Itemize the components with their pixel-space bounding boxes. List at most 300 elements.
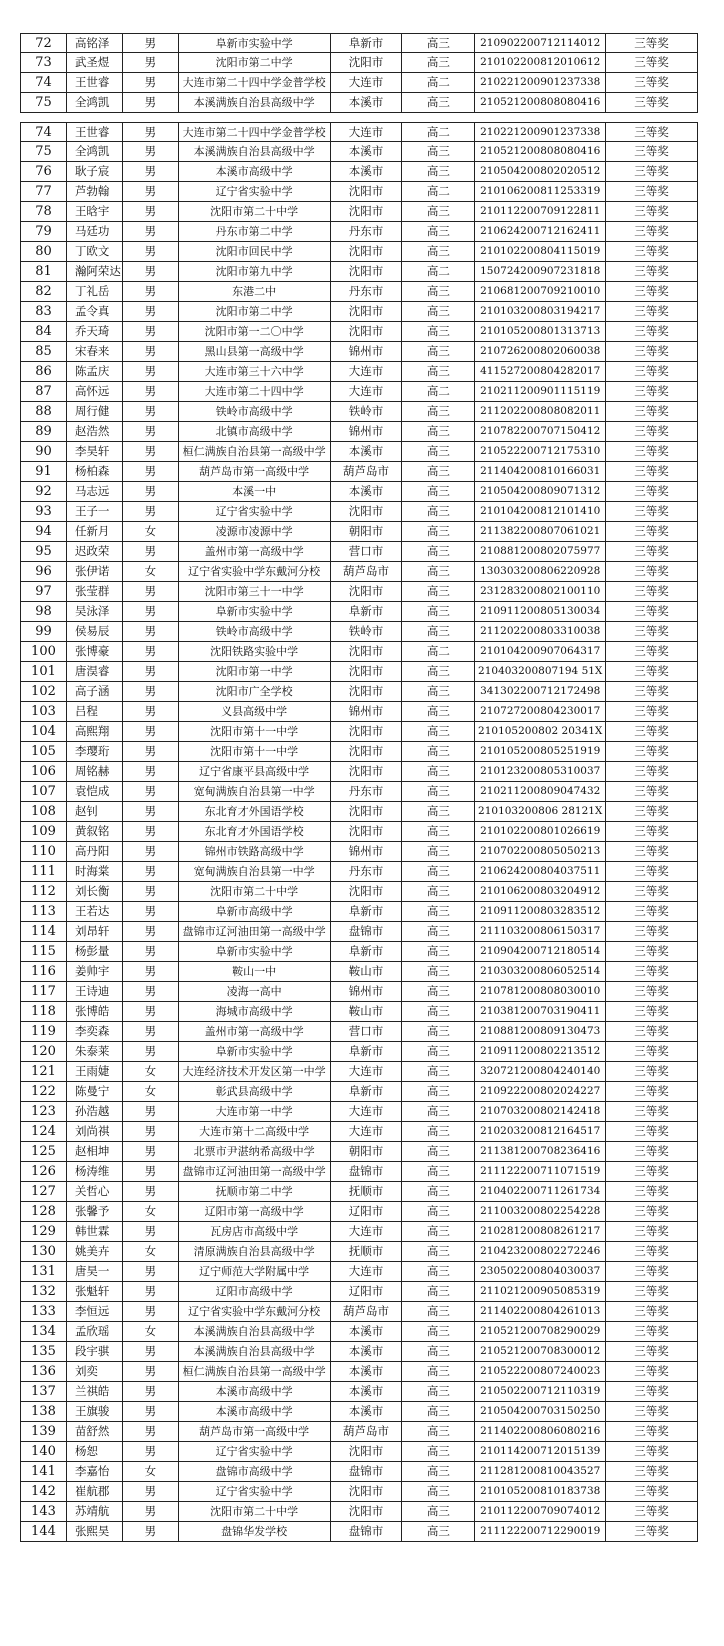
city-cell: 盘锦市 [331, 1522, 403, 1541]
city-cell: 沈阳市 [331, 802, 403, 821]
grade-cell: 高三 [402, 702, 475, 721]
id-number-cell: 210112200709122811 [475, 202, 606, 221]
gender-cell: 男 [123, 942, 179, 961]
award-cell: 三等奖 [606, 222, 698, 241]
name-cell: 马廷功 [67, 222, 123, 241]
table-row [20, 1222, 698, 1242]
school-cell: 抚顺市第二中学 [179, 1182, 331, 1201]
name-cell: 丁欧文 [67, 242, 123, 261]
table-row [20, 822, 698, 842]
table-row [20, 1142, 698, 1162]
table-row [20, 682, 698, 702]
grade-cell: 高三 [402, 1182, 475, 1201]
school-cell: 阜新市高级中学 [179, 902, 331, 921]
table-row [20, 722, 698, 742]
rank-cell: 77 [21, 182, 67, 201]
gender-cell: 男 [123, 1282, 179, 1301]
city-cell: 本溪市 [331, 1382, 403, 1401]
city-cell: 阜新市 [331, 602, 403, 621]
school-cell: 辽宁省实验中学东戴河分校 [179, 562, 331, 581]
school-cell: 义县高级中学 [179, 702, 331, 721]
grade-cell: 高三 [402, 1482, 475, 1501]
city-cell: 本溪市 [331, 93, 403, 112]
id-number-cell: 210904200712180514 [475, 942, 606, 961]
table-row [20, 1522, 698, 1542]
gender-cell: 男 [123, 262, 179, 281]
city-cell: 葫芦岛市 [331, 462, 403, 481]
award-cell: 三等奖 [606, 53, 698, 72]
award-cell: 三等奖 [606, 242, 698, 261]
id-number-cell: 211122200712290019 [475, 1522, 606, 1541]
school-cell: 鞍山一中 [179, 962, 331, 981]
city-cell: 沈阳市 [331, 662, 403, 681]
gender-cell: 男 [123, 1102, 179, 1121]
grade-cell: 高二 [402, 182, 475, 201]
table-row [20, 642, 698, 662]
gender-cell: 男 [123, 93, 179, 112]
city-cell: 大连市 [331, 123, 403, 141]
table-row [20, 1342, 698, 1362]
gender-cell: 男 [123, 222, 179, 241]
id-number-cell: 210782200707150412 [475, 422, 606, 441]
table-row [20, 1302, 698, 1322]
school-cell: 阜新市实验中学 [179, 34, 331, 52]
name-cell: 刘尚祺 [67, 1122, 123, 1141]
id-number-cell: 320721200804240140 [475, 1062, 606, 1081]
rank-cell: 123 [21, 1102, 67, 1121]
table-row [20, 1282, 698, 1302]
table-row [20, 742, 698, 762]
table-row [20, 342, 698, 362]
rank-cell: 134 [21, 1322, 67, 1341]
gender-cell: 男 [123, 842, 179, 861]
id-number-cell: 210504200809071312 [475, 482, 606, 501]
gender-cell: 男 [123, 162, 179, 181]
school-cell: 大连经济技术开发区第一中学 [179, 1062, 331, 1081]
award-cell: 三等奖 [606, 202, 698, 221]
table-row [20, 782, 698, 802]
table-row [20, 942, 698, 962]
table-row [20, 182, 698, 202]
gender-cell: 男 [123, 762, 179, 781]
gender-cell: 男 [123, 1042, 179, 1061]
gender-cell: 男 [123, 882, 179, 901]
award-cell: 三等奖 [606, 902, 698, 921]
grade-cell: 高三 [402, 1382, 475, 1401]
table-row [20, 1022, 698, 1042]
table-row [20, 462, 698, 482]
name-cell: 杨涛维 [67, 1162, 123, 1181]
grade-cell: 高三 [402, 822, 475, 841]
grade-cell: 高三 [402, 282, 475, 301]
city-cell: 本溪市 [331, 1362, 403, 1381]
table-row [20, 202, 698, 222]
city-cell: 葫芦岛市 [331, 1302, 403, 1321]
city-cell: 葫芦岛市 [331, 562, 403, 581]
name-cell: 张魁轩 [67, 1282, 123, 1301]
rank-cell: 75 [21, 142, 67, 161]
grade-cell: 高三 [402, 142, 475, 161]
name-cell: 周铭赫 [67, 762, 123, 781]
id-number-cell: 210221200901237338 [475, 73, 606, 92]
id-number-cell: 210922200802024227 [475, 1082, 606, 1101]
rank-cell: 95 [21, 542, 67, 561]
award-cell: 三等奖 [606, 34, 698, 52]
id-number-cell: 210703200802142418 [475, 1102, 606, 1121]
rank-cell: 98 [21, 602, 67, 621]
id-number-cell: 210911200805130034 [475, 602, 606, 621]
rank-cell: 144 [21, 1522, 67, 1541]
table-row [20, 482, 698, 502]
city-cell: 辽阳市 [331, 1282, 403, 1301]
table-row [20, 142, 698, 162]
name-cell: 王晗宇 [67, 202, 123, 221]
gender-cell: 男 [123, 123, 179, 141]
gender-cell: 女 [123, 1242, 179, 1261]
gender-cell: 男 [123, 1182, 179, 1201]
award-cell: 三等奖 [606, 762, 698, 781]
school-cell: 沈阳市第二中学 [179, 53, 331, 72]
award-cell: 三等奖 [606, 702, 698, 721]
award-cell: 三等奖 [606, 1142, 698, 1161]
school-cell: 盘锦华发学校 [179, 1522, 331, 1541]
name-cell: 王世睿 [67, 123, 123, 141]
grade-cell: 高三 [402, 862, 475, 881]
name-cell: 任新月 [67, 522, 123, 541]
rank-cell: 117 [21, 982, 67, 1001]
grade-cell: 高三 [402, 742, 475, 761]
city-cell: 阜新市 [331, 1042, 403, 1061]
id-number-cell: 211382200807061021 [475, 522, 606, 541]
table-row [20, 502, 698, 522]
name-cell: 韩世霖 [67, 1222, 123, 1241]
city-cell: 沈阳市 [331, 242, 403, 261]
rank-cell: 109 [21, 822, 67, 841]
gender-cell: 男 [123, 782, 179, 801]
award-cell: 三等奖 [606, 1462, 698, 1481]
school-cell: 本溪满族自治县高级中学 [179, 1322, 331, 1341]
gender-cell: 男 [123, 1162, 179, 1181]
city-cell: 沈阳市 [331, 1442, 403, 1461]
table-row [20, 1122, 698, 1142]
name-cell: 李嘉怡 [67, 1462, 123, 1481]
id-number-cell: 210781200808030010 [475, 982, 606, 1001]
id-number-cell: 211404200810166031 [475, 462, 606, 481]
gender-cell: 男 [123, 1482, 179, 1501]
gender-cell: 男 [123, 822, 179, 841]
rank-cell: 91 [21, 462, 67, 481]
id-number-cell: 210502200712110319 [475, 1382, 606, 1401]
grade-cell: 高三 [402, 1322, 475, 1341]
rank-cell: 115 [21, 942, 67, 961]
gender-cell: 男 [123, 962, 179, 981]
name-cell: 刘昂轩 [67, 922, 123, 941]
table-row [20, 1202, 698, 1222]
id-number-cell: 210881200809130473 [475, 1022, 606, 1041]
name-cell: 耿子宸 [67, 162, 123, 181]
city-cell: 丹东市 [331, 862, 403, 881]
award-cell: 三等奖 [606, 1022, 698, 1041]
name-cell: 丁礼岳 [67, 282, 123, 301]
id-number-cell: 150724200907231818 [475, 262, 606, 281]
award-cell: 三等奖 [606, 362, 698, 381]
id-number-cell: 210105200805251919 [475, 742, 606, 761]
rank-cell: 113 [21, 902, 67, 921]
grade-cell: 高二 [402, 262, 475, 281]
school-cell: 沈阳市第一中学 [179, 662, 331, 681]
award-cell: 三等奖 [606, 1242, 698, 1261]
id-number-cell: 210105200810183738 [475, 1482, 606, 1501]
table-row [20, 322, 698, 342]
school-cell: 凌源市凌源中学 [179, 522, 331, 541]
id-number-cell: 130303200806220928 [475, 562, 606, 581]
rank-cell: 111 [21, 862, 67, 881]
table-row [20, 402, 698, 422]
grade-cell: 高三 [402, 1162, 475, 1181]
gender-cell: 男 [123, 302, 179, 321]
gender-cell: 男 [123, 1022, 179, 1041]
city-cell: 沈阳市 [331, 742, 403, 761]
id-number-cell: 210902200712114012 [475, 34, 606, 52]
grade-cell: 高三 [402, 462, 475, 481]
grade-cell: 高三 [402, 1022, 475, 1041]
name-cell: 袁恺成 [67, 782, 123, 801]
city-cell: 盘锦市 [331, 1162, 403, 1181]
school-cell: 黑山县第一高级中学 [179, 342, 331, 361]
id-number-cell: 210504200703150250 [475, 1402, 606, 1421]
award-cell: 三等奖 [606, 962, 698, 981]
rank-cell: 118 [21, 1002, 67, 1021]
id-number-cell: 210521200708300012 [475, 1342, 606, 1361]
name-cell: 姚美卉 [67, 1242, 123, 1261]
city-cell: 营口市 [331, 1022, 403, 1041]
city-cell: 大连市 [331, 1102, 403, 1121]
city-cell: 锦州市 [331, 702, 403, 721]
name-cell: 张莹群 [67, 582, 123, 601]
name-cell: 李奕森 [67, 1022, 123, 1041]
name-cell: 黄叙铭 [67, 822, 123, 841]
grade-cell: 高三 [402, 782, 475, 801]
name-cell: 杨恕 [67, 1442, 123, 1461]
award-cell: 三等奖 [606, 1522, 698, 1541]
school-cell: 葫芦岛市第一高级中学 [179, 462, 331, 481]
table-row [20, 622, 698, 642]
name-cell: 李昊轩 [67, 442, 123, 461]
table-row [20, 1102, 698, 1122]
school-cell: 大连市第二十四中学金普学校 [179, 73, 331, 92]
city-cell: 朝阳市 [331, 522, 403, 541]
grade-cell: 高三 [402, 1142, 475, 1161]
rank-cell: 75 [21, 93, 67, 112]
gender-cell: 女 [123, 1062, 179, 1081]
id-number-cell: 210381200703190411 [475, 1002, 606, 1021]
school-cell: 阜新市实验中学 [179, 1042, 331, 1061]
award-cell: 三等奖 [606, 1102, 698, 1121]
school-cell: 本溪满族自治县高级中学 [179, 93, 331, 112]
award-cell: 三等奖 [606, 782, 698, 801]
name-cell: 李恒远 [67, 1302, 123, 1321]
grade-cell: 高三 [402, 1522, 475, 1541]
name-cell: 赵钊 [67, 802, 123, 821]
school-cell: 大连市第二十四中学金普学校 [179, 123, 331, 141]
gender-cell: 男 [123, 382, 179, 401]
id-number-cell: 210211200901115119 [475, 382, 606, 401]
rank-cell: 81 [21, 262, 67, 281]
gender-cell: 男 [123, 1142, 179, 1161]
rank-cell: 99 [21, 622, 67, 641]
city-cell: 锦州市 [331, 342, 403, 361]
table-row [20, 1442, 698, 1462]
city-cell: 抚顺市 [331, 1242, 403, 1261]
school-cell: 丹东市第二中学 [179, 222, 331, 241]
grade-cell: 高三 [402, 582, 475, 601]
city-cell: 大连市 [331, 1262, 403, 1281]
city-cell: 铁岭市 [331, 622, 403, 641]
school-cell: 本溪一中 [179, 482, 331, 501]
award-cell: 三等奖 [606, 542, 698, 561]
gender-cell: 男 [123, 1362, 179, 1381]
award-cell: 三等奖 [606, 722, 698, 741]
table-row [20, 1362, 698, 1382]
id-number-cell: 211381200708236416 [475, 1142, 606, 1161]
award-cell: 三等奖 [606, 1322, 698, 1341]
city-cell: 丹东市 [331, 282, 403, 301]
grade-cell: 高三 [402, 34, 475, 52]
award-cell: 三等奖 [606, 1162, 698, 1181]
award-cell: 三等奖 [606, 1382, 698, 1401]
name-cell: 芦勃翰 [67, 182, 123, 201]
id-number-cell: 210911200803283512 [475, 902, 606, 921]
table-row [20, 602, 698, 622]
table-row [20, 522, 698, 542]
table-row [20, 122, 698, 142]
gender-cell: 男 [123, 442, 179, 461]
gender-cell: 男 [123, 73, 179, 92]
id-number-cell: 210221200901237338 [475, 123, 606, 141]
rank-cell: 96 [21, 562, 67, 581]
city-cell: 沈阳市 [331, 302, 403, 321]
grade-cell: 高三 [402, 1002, 475, 1021]
id-number-cell: 210504200802020512 [475, 162, 606, 181]
award-cell: 三等奖 [606, 1082, 698, 1101]
gender-cell: 女 [123, 522, 179, 541]
grade-cell: 高三 [402, 1122, 475, 1141]
grade-cell: 高三 [402, 1062, 475, 1081]
school-cell: 辽阳市第一高级中学 [179, 1202, 331, 1221]
rank-cell: 119 [21, 1022, 67, 1041]
grade-cell: 高三 [402, 542, 475, 561]
name-cell: 朱泰莱 [67, 1042, 123, 1061]
id-number-cell: 211402200804261013 [475, 1302, 606, 1321]
table-row [20, 162, 698, 182]
school-cell: 本溪市高级中学 [179, 1382, 331, 1401]
award-cell: 三等奖 [606, 922, 698, 941]
city-cell: 锦州市 [331, 842, 403, 861]
grade-cell: 高三 [402, 162, 475, 181]
city-cell: 沈阳市 [331, 682, 403, 701]
id-number-cell: 210624200804037511 [475, 862, 606, 881]
school-cell: 大连市第二十四中学 [179, 382, 331, 401]
gender-cell: 男 [123, 462, 179, 481]
gender-cell: 男 [123, 1522, 179, 1541]
school-cell: 锦州市铁路高级中学 [179, 842, 331, 861]
rank-cell: 125 [21, 1142, 67, 1161]
city-cell: 沈阳市 [331, 262, 403, 281]
table-row [20, 422, 698, 442]
name-cell: 孟令真 [67, 302, 123, 321]
gender-cell: 男 [123, 362, 179, 381]
grade-cell: 高二 [402, 382, 475, 401]
name-cell: 唐昊一 [67, 1262, 123, 1281]
grade-cell: 高三 [402, 1082, 475, 1101]
rank-cell: 100 [21, 642, 67, 661]
grade-cell: 高三 [402, 1342, 475, 1361]
id-number-cell: 211021200905085319 [475, 1282, 606, 1301]
table-row [20, 362, 698, 382]
rank-cell: 85 [21, 342, 67, 361]
award-cell: 三等奖 [606, 942, 698, 961]
rank-cell: 90 [21, 442, 67, 461]
rank-cell: 132 [21, 1282, 67, 1301]
city-cell: 沈阳市 [331, 502, 403, 521]
award-cell: 三等奖 [606, 342, 698, 361]
id-number-cell: 210681200709210010 [475, 282, 606, 301]
id-number-cell: 210726200802060038 [475, 342, 606, 361]
name-cell: 瀚阿荣达 [67, 262, 123, 281]
rank-cell: 74 [21, 73, 67, 92]
award-cell: 三等奖 [606, 73, 698, 92]
city-cell: 大连市 [331, 1062, 403, 1081]
gender-cell: 男 [123, 342, 179, 361]
rank-cell: 138 [21, 1402, 67, 1421]
rank-cell: 128 [21, 1202, 67, 1221]
rank-cell: 102 [21, 682, 67, 701]
award-cell: 三等奖 [606, 1222, 698, 1241]
name-cell: 王若达 [67, 902, 123, 921]
grade-cell: 高三 [402, 362, 475, 381]
award-cell: 三等奖 [606, 1042, 698, 1061]
id-number-cell: 210521200808080416 [475, 93, 606, 112]
award-cell: 三等奖 [606, 862, 698, 881]
id-number-cell: 210521200708290029 [475, 1322, 606, 1341]
school-cell: 本溪市高级中学 [179, 1402, 331, 1421]
name-cell: 周行健 [67, 402, 123, 421]
award-cell: 三等奖 [606, 582, 698, 601]
gender-cell: 男 [123, 202, 179, 221]
name-cell: 武圣煜 [67, 53, 123, 72]
table-row [20, 962, 698, 982]
id-number-cell: 210102200804115019 [475, 242, 606, 261]
city-cell: 沈阳市 [331, 642, 403, 661]
rank-cell: 106 [21, 762, 67, 781]
gender-cell: 男 [123, 1422, 179, 1441]
city-cell: 沈阳市 [331, 882, 403, 901]
city-cell: 阜新市 [331, 902, 403, 921]
school-cell: 大连市第三十六中学 [179, 362, 331, 381]
award-cell: 三等奖 [606, 842, 698, 861]
rank-cell: 127 [21, 1182, 67, 1201]
rank-cell: 129 [21, 1222, 67, 1241]
award-cell: 三等奖 [606, 1442, 698, 1461]
award-cell: 三等奖 [606, 882, 698, 901]
id-number-cell: 210911200802213512 [475, 1042, 606, 1061]
city-cell: 营口市 [331, 542, 403, 561]
name-cell: 关哲心 [67, 1182, 123, 1201]
rank-cell: 92 [21, 482, 67, 501]
school-cell: 辽宁省实验中学 [179, 1482, 331, 1501]
rank-cell: 82 [21, 282, 67, 301]
school-cell: 沈阳市第二十中学 [179, 882, 331, 901]
